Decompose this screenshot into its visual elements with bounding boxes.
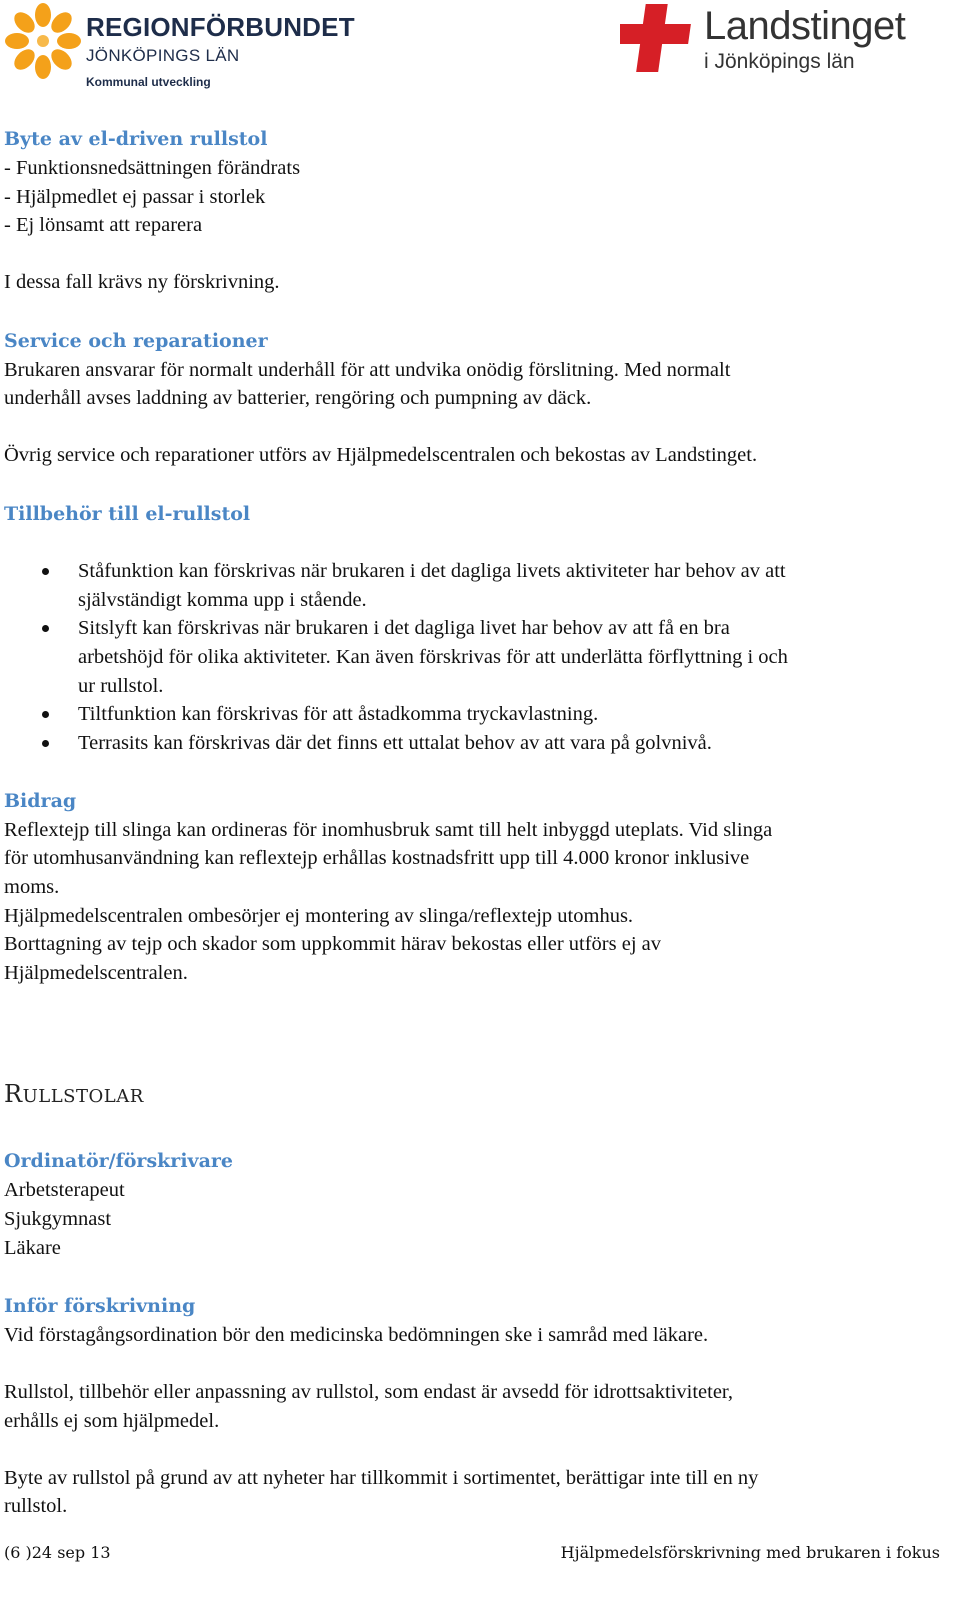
- text-line: för utomhusanvändning kan reflextejp erhållas kostnadsfritt upp till 4.000 kronor inklusive: [4, 847, 750, 870]
- text-line: Övrig service och reparationer utförs av Hjälpmedelscentralen och bekostas av Landstinget.: [4, 444, 758, 467]
- text-line: moms.: [4, 876, 60, 899]
- text-line: Brukaren ansvarar för normalt underhåll för att undvika onödig förslitning. Med normalt: [4, 358, 731, 381]
- text-line: Byte av rullstol på grund av att nyheter har tillkommit i sortimentet, berättigar inte till en ny: [4, 1466, 759, 1489]
- text-line: Hjälpmedelscentralen.: [4, 961, 188, 984]
- heading-byte: Byte av el-driven rullstol: [4, 128, 268, 150]
- footer-page-date: (6 )24 sep 13: [4, 1543, 111, 1562]
- heading-bidrag: Bidrag: [4, 789, 77, 812]
- bullet-icon: [42, 568, 49, 575]
- text-line: Rullstol, tillbehör eller anpassning av rullstol, som endast är avsedd för idrottsaktiviteter,: [4, 1381, 734, 1403]
- heading-service: Service och reparationer: [4, 329, 268, 352]
- list-item: Terrasits kan förskrivas där det finns ett uttalat behov av att vara på golvnivå.: [4, 729, 954, 758]
- document-body: [4, 124, 954, 1521]
- list-item: Sitslyft kan förskrivas när brukaren i det dagliga livet har behov av att få en bra arbetshöjd för olika aktiviteter. Kan även förskrivas för att underlätta förflyttning i och ur rullstol.: [4, 614, 954, 700]
- text-line: Borttagning av tejp och skador som uppkommit härav bekostas eller utförs ej av: [4, 933, 661, 956]
- text-line: - Funktionsnedsättningen förändrats: [4, 157, 301, 179]
- logo-landstinget-name: Landstinget: [704, 4, 906, 48]
- text-line: - Ej lönsamt att reparera: [4, 214, 203, 237]
- orange-flower-logo-icon: [4, 2, 82, 80]
- landstinget-logo: [620, 0, 950, 90]
- text-line: rullstol.: [4, 1495, 68, 1518]
- logo-org-tagline: Kommunal utveckling: [86, 75, 211, 89]
- text-line: Arbetsterapeut: [4, 1179, 125, 1202]
- list-item: Tiltfunktion kan förskrivas för att åstadkomma tryckavlastning.: [4, 700, 954, 729]
- tillbehor-list: [4, 557, 954, 757]
- text-line: - Hjälpmedlet ej passar i storlek: [4, 185, 266, 208]
- bullet-icon: [42, 740, 49, 747]
- logo-org-region: JÖNKÖPINGS LÄN: [86, 46, 240, 65]
- red-cross-logo-icon: [620, 2, 694, 76]
- bullet-icon: [42, 625, 49, 632]
- text-line: underhåll avses laddning av batterier, rengöring och pumpning av däck.: [4, 387, 592, 410]
- section-title-rullstolar: RULLSTOLAR: [4, 1080, 144, 1109]
- text-line: I dessa fall krävs ny förskrivning.: [4, 271, 280, 294]
- bullet-icon: [42, 711, 49, 718]
- page-footer: [4, 1543, 940, 1567]
- list-item: Ståfunktion kan förskrivas när brukaren i det dagliga livets aktiviteter har behov av att självständigt komma upp i stående.: [4, 557, 954, 614]
- text-line: Hjälpmedelscentralen ombesörjer ej montering av slinga/reflextejp utomhus.: [4, 904, 634, 927]
- footer-document-title: Hjälpmedelsförskrivning med brukaren i fokus: [560, 1543, 940, 1562]
- text-line: Läkare: [4, 1236, 61, 1259]
- heading-tillbehor: Tillbehör till el-rullstol: [4, 502, 251, 525]
- text-line: Sjukgymnast: [4, 1208, 112, 1231]
- heading-infor: Inför förskrivning: [4, 1294, 196, 1317]
- page-header: [0, 0, 960, 100]
- logo-org-name: REGIONFÖRBUNDET: [86, 12, 355, 42]
- heading-ordinator: Ordinatör/förskrivare: [4, 1150, 233, 1173]
- text-line: Vid förstagångsordination bör den medicinska bedömningen ske i samråd med läkare.: [4, 1323, 709, 1346]
- regionforbundet-logo: [2, 0, 355, 95]
- logo-landstinget-region: i Jönköpings län: [704, 50, 855, 73]
- text-line: erhålls ej som hjälpmedel.: [4, 1409, 220, 1432]
- text-line: Reflextejp till slinga kan ordineras för inomhusbruk samt till helt inbyggd uteplats. Vid slinga: [4, 818, 773, 841]
